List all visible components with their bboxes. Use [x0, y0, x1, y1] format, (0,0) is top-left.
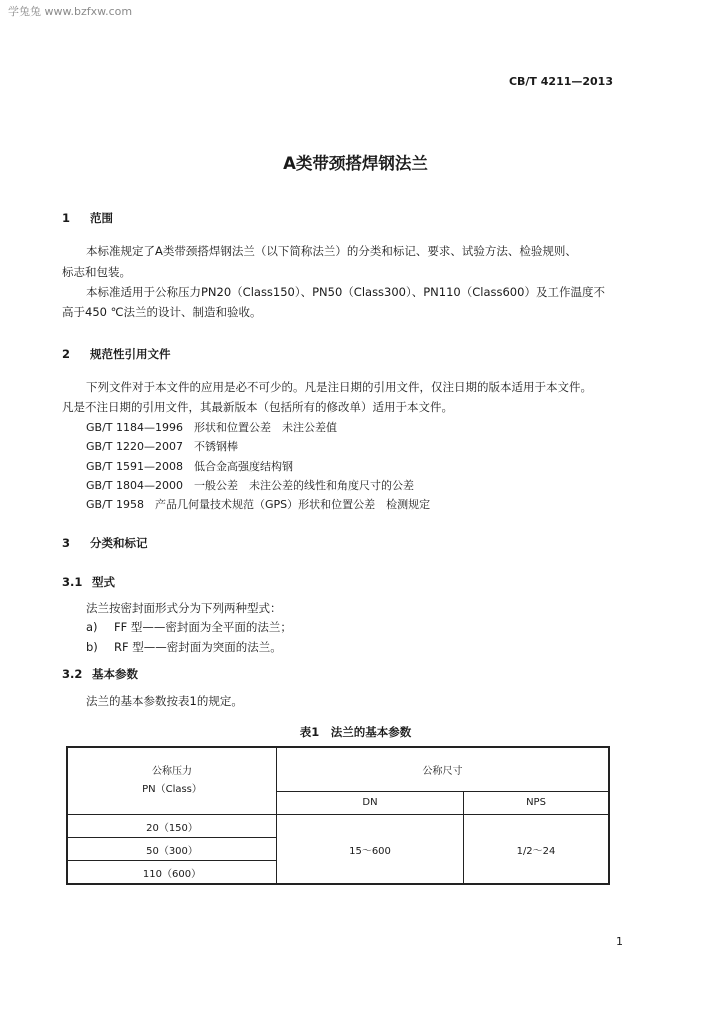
- subsection-3-2-heading: [62, 666, 138, 682]
- section-3-heading: [62, 535, 148, 551]
- table-cell-pn: 20（150）: [67, 815, 277, 838]
- table-cell-dn-range: 15～600: [277, 815, 464, 885]
- section-title: 范围: [90, 211, 113, 225]
- reference-item: GB/T 1804—2000 一般公差 未注公差的线性和角度尺寸的公差: [86, 479, 414, 492]
- reference-item: GB/T 1220—2007 不锈钢棒: [86, 440, 238, 453]
- page-number: 1: [616, 935, 623, 948]
- parameters-table: [66, 746, 610, 885]
- watermark: 学兔兔 www.bzfxw.com: [8, 5, 133, 18]
- header-cell-pressure: [67, 747, 277, 815]
- subsection-3-1-heading: [62, 574, 115, 590]
- table-caption: 表1 法兰的基本参数: [299, 725, 412, 739]
- section-1-heading: [62, 210, 113, 226]
- subsection-number: 3.1: [62, 575, 83, 589]
- reference-item: GB/T 1958 产品几何量技术规范（GPS）形状和位置公差 检测规定: [86, 498, 431, 511]
- list-text: RF 型——密封面为突面的法兰。: [114, 640, 282, 654]
- paragraph-line: 法兰按密封面形式分为下列两种型式：: [86, 601, 282, 615]
- table-cell-pn: 110（600）: [67, 861, 277, 885]
- reference-item: GB/T 1591—2008 低合金高强度结构钢: [86, 460, 293, 473]
- list-item: [86, 618, 292, 636]
- list-item: [86, 638, 282, 656]
- section-title: 分类和标记: [90, 536, 148, 550]
- paragraph-line: 本标准规定了A类带颈搭焊钢法兰（以下简称法兰）的分类和标记、要求、试验方法、检验规则、: [86, 244, 577, 258]
- header-cell-size: 公称尺寸: [277, 747, 610, 791]
- paragraph-line: 本标准适用于公称压力PN20（Class150）、PN50（Class300）、PN110（Class600）及工作温度不: [86, 285, 605, 299]
- paragraph-line: 下列文件对于本文件的应用是必不可少的。凡是注日期的引用文件，仅注日期的版本适用于本文件。: [86, 380, 592, 394]
- header-cell-nps: NPS: [464, 791, 610, 814]
- subsection-title: 型式: [92, 575, 115, 589]
- paragraph-line: 凡是不注日期的引用文件，其最新版本（包括所有的修改单）适用于本文件。: [62, 400, 453, 414]
- subsection-title: 基本参数: [92, 667, 138, 681]
- list-marker: a): [86, 620, 98, 634]
- paragraph-line: 标志和包装。: [62, 265, 131, 279]
- header-text: 公称压力: [152, 766, 192, 777]
- section-title: 规范性引用文件: [90, 347, 171, 361]
- table-cell-pn: 50（300）: [67, 838, 277, 861]
- document-title: A类带颈搭焊钢法兰: [283, 154, 428, 173]
- list-text: FF 型——密封面为全平面的法兰；: [114, 620, 292, 634]
- header-text: PN（Class）: [142, 784, 202, 795]
- paragraph-line: 法兰的基本参数按表1的规定。: [86, 694, 243, 708]
- section-2-heading: [62, 346, 171, 362]
- section-number: 2: [62, 347, 71, 361]
- table-cell-nps-range: 1/2～24: [464, 815, 610, 885]
- subsection-number: 3.2: [62, 667, 83, 681]
- paragraph-line: 高于450 ℃法兰的设计、制造和验收。: [62, 305, 262, 319]
- reference-item: GB/T 1184—1996 形状和位置公差 未注公差值: [86, 421, 337, 434]
- standard-number: CB/T 4211—2013: [508, 75, 613, 88]
- section-number: 1: [62, 211, 71, 225]
- section-number: 3: [62, 536, 71, 550]
- list-marker: b): [86, 640, 98, 654]
- header-cell-dn: DN: [277, 791, 464, 814]
